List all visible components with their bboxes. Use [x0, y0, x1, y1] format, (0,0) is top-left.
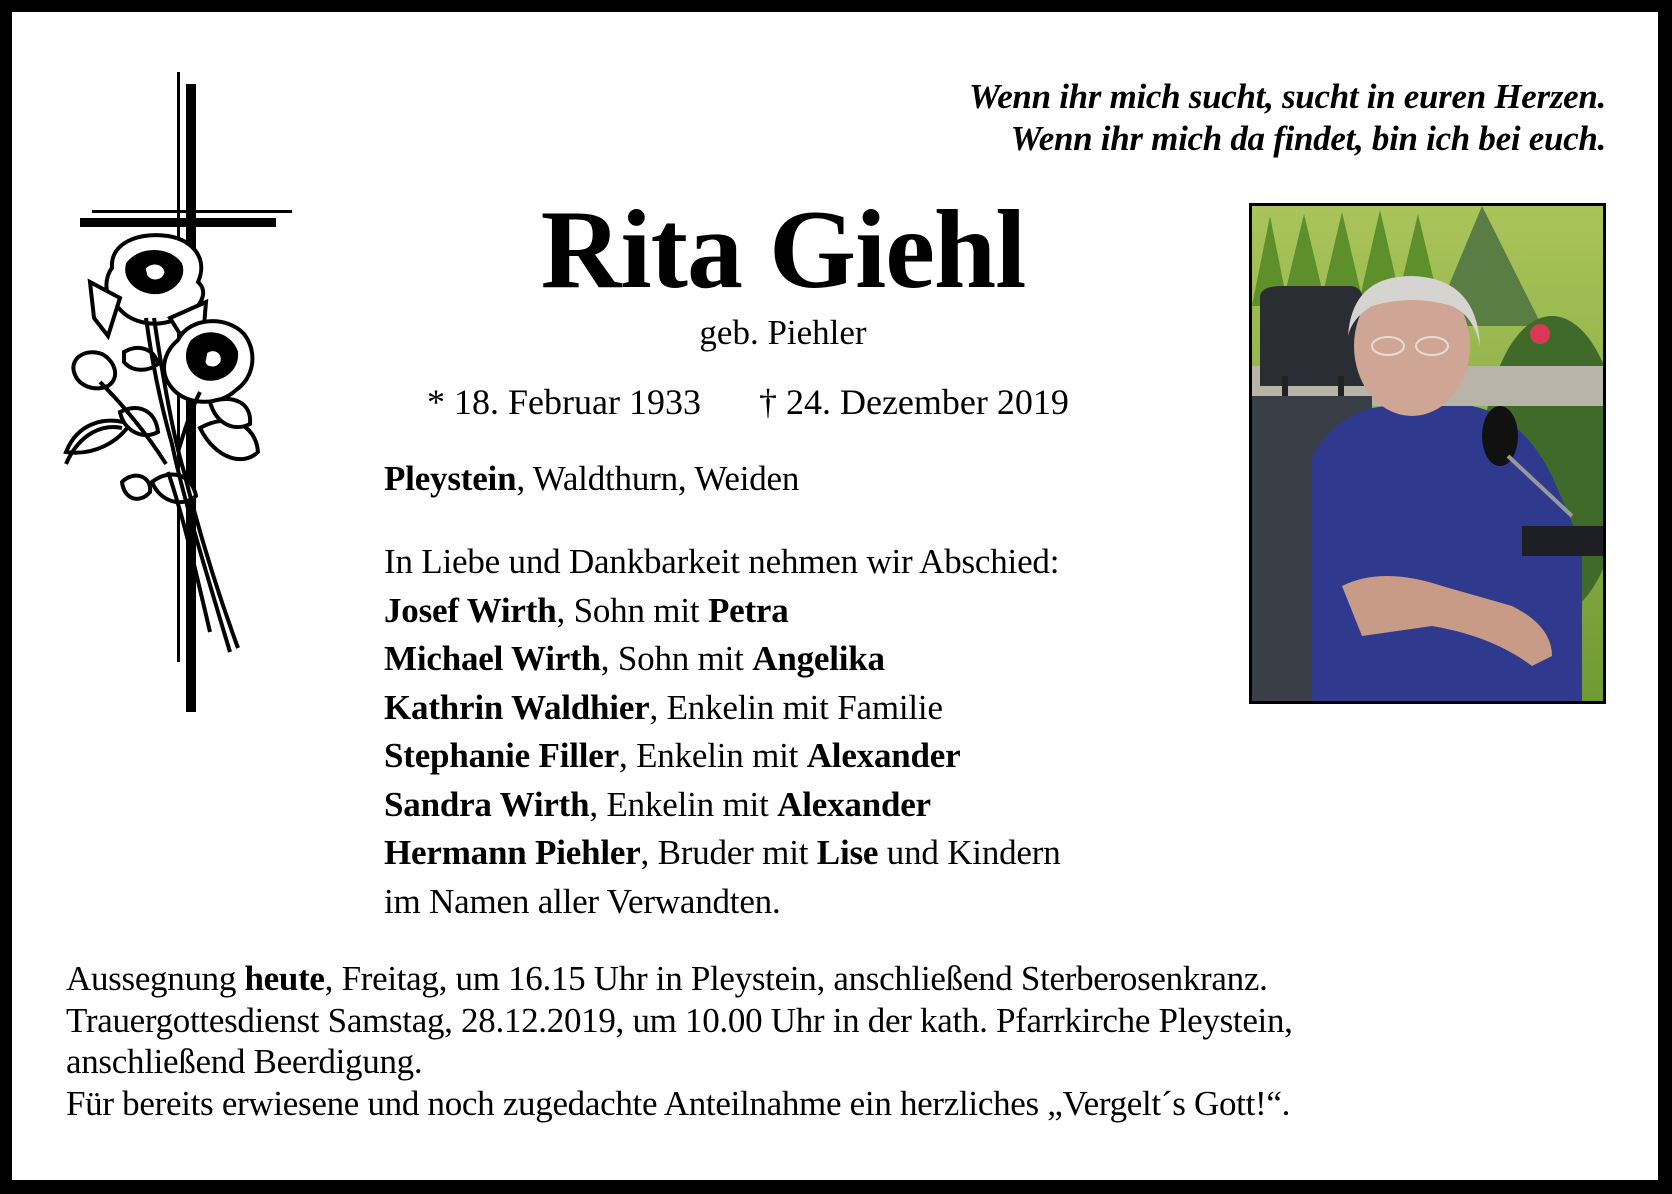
mourner-name: Hermann Piehler	[384, 833, 641, 872]
mourner-row	[384, 829, 1061, 878]
closing-line: im Namen aller Verwandten.	[384, 881, 781, 921]
mourner-row	[384, 781, 1061, 830]
service-line-thanks: Für bereits erwiesene und noch zugedachte Anteilnahme ein herzliches „Vergelt´s Gott!“.	[66, 1083, 1291, 1123]
service-line-mass: Trauergottesdienst Samstag, 28.12.2019, um 10.00 Uhr in der kath. Pfarrkirche Pleystein,	[66, 1000, 1293, 1040]
birth-date: * 18. Februar 1933	[427, 382, 701, 422]
portrait-photo	[1249, 203, 1606, 704]
farewell-intro: In Liebe und Dankbarkeit nehmen wir Abschied:	[384, 542, 1060, 581]
blessing-pre: Aussegnung	[66, 959, 245, 998]
place-primary: Pleystein	[384, 459, 517, 498]
quote-line: Wenn ihr mich da findet, bin ich bei euch.	[1010, 119, 1606, 158]
maiden-name: geb. Piehler	[699, 313, 867, 352]
place-others: , Waldthurn, Weiden	[516, 459, 800, 498]
cross-with-roses-icon	[60, 72, 300, 712]
mourner-row	[384, 732, 1061, 781]
mourner-row	[384, 684, 1061, 733]
mourner-relation: , Enkelin mit	[589, 784, 778, 824]
mourner-row	[384, 635, 1061, 684]
blessing-post: , Freitag, um 16.15 Uhr in Pleystein, anschließend Sterberosenkranz.	[324, 959, 1268, 998]
portrait-image	[1252, 206, 1603, 701]
blessing-today: heute	[244, 959, 325, 998]
mourner-row	[384, 587, 1061, 636]
mourner-name: Josef Wirth	[384, 590, 557, 630]
mourner-suffix: und Kindern	[878, 833, 1061, 872]
service-line-burial: anschließend Beerdigung.	[66, 1042, 423, 1081]
mourner-name: Michael Wirth	[384, 639, 601, 678]
mourner-partner: Alexander	[777, 784, 931, 824]
mourner-partner: Petra	[707, 590, 789, 630]
places-line	[384, 455, 799, 504]
deceased-name: Rita Giehl	[540, 188, 1026, 312]
service-line-blessing	[66, 958, 1293, 1000]
death-date: † 24. Dezember 2019	[758, 382, 1069, 422]
epigraph-quote	[969, 76, 1606, 160]
mourner-partner: Angelika	[752, 639, 885, 678]
quote-line: Wenn ihr mich sucht, sucht in euren Herzen.	[968, 77, 1606, 116]
mourner-name: Stephanie Filler	[384, 736, 619, 775]
mourner-relation: , Sohn mit	[556, 590, 708, 630]
mourner-relation: , Bruder mit	[640, 833, 817, 872]
mourner-relation: , Sohn mit	[600, 639, 753, 678]
mourners-list	[384, 538, 1061, 926]
mourner-relation: , Enkelin mit	[618, 736, 807, 775]
life-dates	[427, 380, 1069, 424]
mourner-name: Sandra Wirth	[384, 784, 590, 824]
mourner-partner: Alexander	[806, 736, 961, 775]
mourner-relation: , Enkelin mit Familie	[649, 687, 943, 727]
mourner-name: Kathrin Waldhier	[384, 687, 650, 727]
service-info	[66, 958, 1293, 1124]
mourner-partner: Lise	[816, 833, 879, 872]
